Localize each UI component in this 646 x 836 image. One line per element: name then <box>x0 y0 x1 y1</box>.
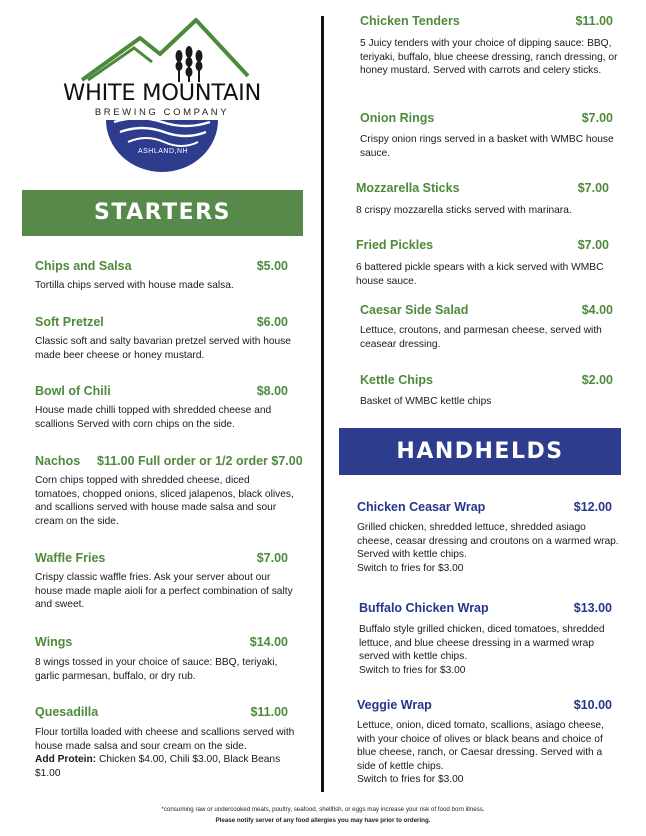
starters-heading: STARTERS <box>22 190 303 236</box>
menu-item-description-text: Flour tortilla loaded with cheese and scallions served with house made salsa and sour cream on the side. <box>35 727 295 752</box>
menu-item-name: Soft Pretzel <box>35 315 104 329</box>
menu-item-note: Switch to fries for $3.00 <box>359 664 466 676</box>
menu-item-name: Caesar Side Salad <box>360 303 469 317</box>
menu-item-price: $4.00 <box>581 303 613 317</box>
menu-item-price: $13.00 <box>573 601 612 615</box>
menu-item-name: Fried Pickles <box>356 238 434 252</box>
menu-item-price: $11.00 Full order or 1/2 order $7.00 <box>97 454 303 468</box>
menu-item-price: $7.00 <box>577 238 609 252</box>
menu-item-name: Mozzarella Sticks <box>356 181 460 195</box>
menu-item-note: Switch to fries for $3.00 <box>357 774 464 786</box>
menu-item-price: $7.00 <box>577 181 609 195</box>
menu-item-description-text: Buffalo style grilled chicken, diced tomatoes, shredded lettuce, and blue cheese dressing in a warmed wrap served with kettle chips. <box>359 624 605 663</box>
menu-item-name: Veggie Wrap <box>357 698 432 712</box>
menu-item-price: $2.00 <box>581 373 613 387</box>
menu-item-price: $11.00 <box>250 705 288 719</box>
menu-item-name: Kettle Chips <box>360 373 433 387</box>
menu-item-note: Switch to fries for $3.00 <box>357 562 464 574</box>
menu-item-description: 6 battered pickle spears with a kick served with WMBC house sauce. <box>356 262 604 287</box>
logo-subtitle: BREWING COMPANY <box>94 107 230 118</box>
menu-item-description: 5 Juicy tenders with your choice of dipping sauce: BBQ, teriyaki, buffalo, blue cheese dressing, ranch dressing, or honey mustard. Served with carrots and celery sticks. <box>360 38 618 77</box>
menu-item-price: $11.00 <box>575 14 613 28</box>
menu-item-description: 8 wings tossed in your choice of sauce: BBQ, teriyaki, garlic parmesan, buffalo, or dry rub. <box>35 657 278 682</box>
menu-item-name: Chicken Tenders <box>360 14 460 28</box>
logo-title: WHITE MOUNTAIN <box>63 80 261 106</box>
menu-item-price: $6.00 <box>256 315 288 329</box>
footer-disclaimer: *consuming raw or undercooked meats, poultry, seafood, shellfish, or eggs may increase your risk of food born illness. <box>161 806 485 813</box>
column-divider <box>321 16 324 792</box>
handhelds-heading: HANDHELDS <box>339 428 621 475</box>
menu-item-price: $7.00 <box>256 551 288 565</box>
menu-item-description: Tortilla chips served with house made salsa. <box>35 280 234 291</box>
menu-item-price: $10.00 <box>573 698 612 712</box>
menu-item-description-text: Lettuce, onion, diced tomato, scallions, asiago cheese, with your choice of olives or black beans and choice of blue cheese, ranch, or Caesar dressing. Served with a side of kettle chips. <box>357 720 604 772</box>
menu-item-description <box>359 623 619 677</box>
menu-item-description: Basket of WMBC kettle chips <box>360 396 492 407</box>
menu-item-description <box>357 719 619 787</box>
menu-item-name: Chicken Ceasar Wrap <box>357 500 486 514</box>
menu-item-description-text: Grilled chicken, shredded lettuce, shredded asiago cheese, ceasar dressing and croutons on a warmed wrap. Served with kettle chips. <box>357 522 619 561</box>
menu-item-description: Lettuce, croutons, and parmesan cheese, served with ceasear dressing. <box>360 325 602 350</box>
menu-item-price: $12.00 <box>573 500 612 514</box>
menu-item-name: Quesadilla <box>35 705 99 719</box>
menu-item-description: Crispy onion rings served in a basket with WMBC house sauce. <box>360 134 614 159</box>
menu-item-price: $14.00 <box>249 635 288 649</box>
add-protein-label: Add Protein: <box>35 754 97 766</box>
menu-item-name: Waffle Fries <box>35 551 106 565</box>
menu-item-description <box>357 521 619 575</box>
menu-item-name: Onion Rings <box>360 111 435 125</box>
menu-item-price: $5.00 <box>256 259 288 273</box>
logo-city: ASHLAND,NH <box>137 148 189 155</box>
menu-item-name: Buffalo Chicken Wrap <box>359 601 489 615</box>
menu-item-name: Wings <box>35 635 73 649</box>
footer-allergy-notice: Please notify server of any food allergies you may have prior to ordering. <box>215 817 431 824</box>
menu-item-description: House made chilli topped with shredded cheese and scallions Served with corn chips on the side. <box>35 405 272 430</box>
menu-item-description: 8 crispy mozzarella sticks served with marinara. <box>356 205 572 216</box>
menu-item-name: Nachos <box>35 454 81 468</box>
menu-item-price: $8.00 <box>256 384 288 398</box>
menu-item-description: Classic soft and salty bavarian pretzel served with house made beer cheese or honey mustard. <box>35 336 291 361</box>
menu-item-description: Corn chips topped with shredded cheese, diced tomatoes, chopped onions, sliced jalapenos, black olives, and scallions served with house made salsa and sour cream on the side. <box>35 475 294 527</box>
menu-item-name: Chips and Salsa <box>35 259 132 273</box>
menu-item-name: Bowl of Chili <box>35 384 111 398</box>
add-protein-options: Chicken $4.00, Chili $3.00, Black Beans $1.00 <box>35 754 281 779</box>
menu-item-description: Crispy classic waffle fries. Ask your server about our house made maple aioli for a perfect combination of salty and sweet. <box>35 572 293 611</box>
menu-item-price: $7.00 <box>581 111 613 125</box>
menu-item-description <box>35 726 305 780</box>
